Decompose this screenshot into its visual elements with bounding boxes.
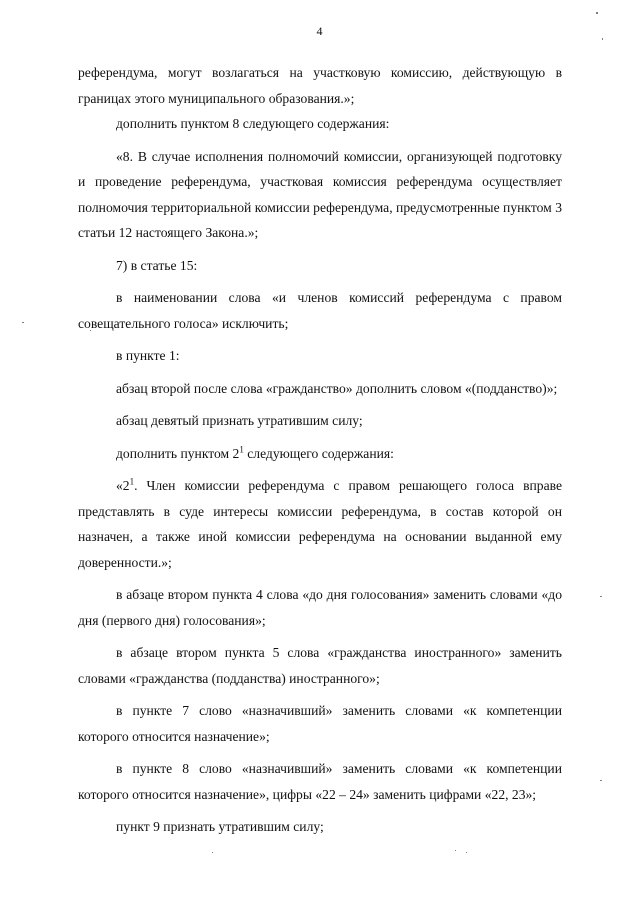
page-number: 4 (316, 24, 323, 38)
paragraph-text-pre: «2 (116, 478, 130, 493)
scan-speck (455, 850, 456, 851)
paragraph-text-pre: дополнить пунктом 2 (116, 445, 240, 461)
scan-speck (600, 596, 602, 597)
paragraph-point-7: в пункте 7 слово «назначивший» заменить словами «к компетенции которого относится назначение»; (78, 703, 562, 744)
scan-speck (22, 322, 24, 323)
paragraph-point-1: в пункте 1: (116, 348, 180, 363)
paragraph-ninth-subpara: абзац девятый признать утратившим силу; (116, 413, 363, 428)
scan-speck (466, 852, 467, 853)
paragraph-text-post: следующего содержания: (243, 445, 394, 461)
paragraph-text-post: . Член комиссии референдума с правом решающего голоса вправе представлять в суде интересы комиссии референдума, в состав которой он назначен, а также иной комиссии референдума на основании выданной ему доверенности.»; (78, 478, 562, 570)
scan-speck (600, 780, 602, 781)
paragraph-continuation: референдума, могут возлагаться на участковую комиссию, действующую в границах этого муниципального образования.»; (78, 65, 562, 106)
paragraph-point-8-text: «8. В случае исполнения полномочий комиссии, организующей подготовку и проведение референдума, участковая комиссия референдума осуществляет полномочия территориальной комиссии референдума, предусмотренные пунктом 3 статьи 12 настоящего Закона.»; (78, 148, 562, 240)
paragraph-point-4: в абзаце втором пункта 4 слова «до дня голосования» заменить словами «до дня (первого дня) голосования»; (78, 587, 562, 628)
paragraph-item-7: 7) в статье 15: (116, 257, 198, 273)
superscript: 1 (129, 476, 135, 487)
scan-speck (212, 852, 213, 853)
paragraph-point-2-1-text (78, 473, 562, 575)
document-body (78, 60, 562, 840)
paragraph-add-point-8: дополнить пунктом 8 следующего содержания: (116, 116, 390, 131)
scan-speck (602, 38, 603, 40)
scan-speck (596, 12, 598, 14)
paragraph-point-9: пункт 9 признать утратившим силу; (116, 819, 324, 834)
paragraph-point-5: в абзаце втором пункта 5 слова «гражданства иностранного» заменить словами «гражданства (подданства) иностранного»; (78, 645, 562, 686)
scan-speck (90, 330, 91, 331)
paragraph-point-8: в пункте 8 слово «назначивший» заменить словами «к компетенции которого относится назначение», цифры «22 – 24» заменить цифрами «22, 23»; (78, 761, 562, 802)
paragraph-title-change: в наименовании слова «и членов комиссий референдума с правом совещательного голоса» исключить; (78, 290, 562, 331)
paragraph-second-subpara: абзац второй после слова «гражданство» дополнить словом «(подданство)»; (116, 380, 558, 396)
paragraph-add-point-2-1 (78, 441, 562, 467)
superscript: 1 (239, 443, 244, 454)
